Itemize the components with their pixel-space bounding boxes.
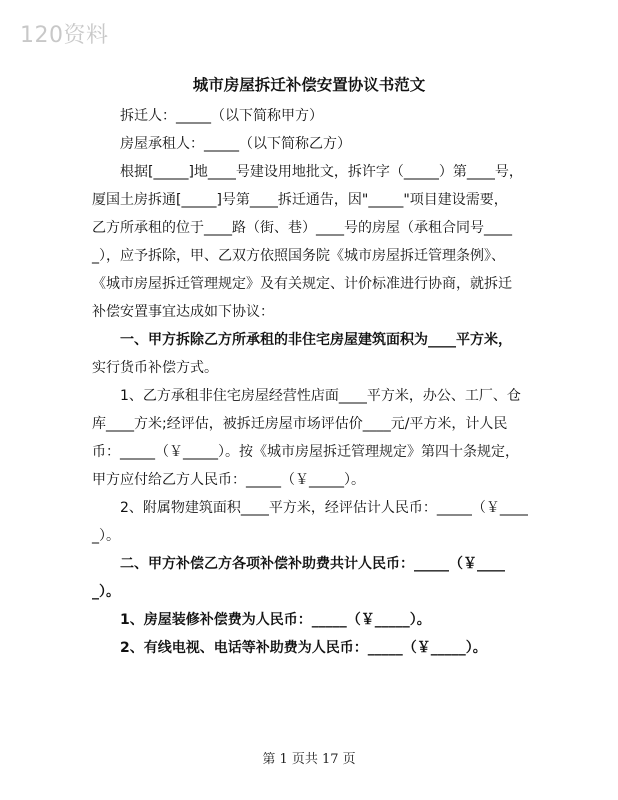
paragraph-line: 库____方米;经评估，被拆迁房屋市场评估价____元/平方米，计人民 [92, 416, 508, 432]
clause-line: 2、有线电视、电话等补助费为人民币：_____（￥_____）。 [120, 640, 487, 656]
section-heading: 一、甲方拆除乙方所承租的非住宅房屋建筑面积为____平方米， [120, 332, 512, 348]
section-heading: 二、甲方补偿乙方各项补偿补助费共计人民币：_____（￥____ [120, 556, 505, 572]
paragraph-line: 根据[_____]地____号建设用地批文，拆许字（_____）第____号， [120, 164, 523, 180]
paragraph-line: _），应予拆除，甲、乙双方依照国务院《城市房屋拆迁管理条例》、 [92, 248, 505, 264]
paragraph-line: 补偿安置事宜达成如下协议： [92, 304, 274, 320]
paragraph-line: 1、乙方承租非住宅房屋经营性店面____平方米，办公、工厂、仓 [120, 388, 521, 404]
paragraph-line: 拆迁人：_____（以下简称甲方） [120, 108, 323, 124]
paragraph-line: 房屋承租人：_____（以下简称乙方） [120, 136, 351, 152]
paragraph-line: 实行货币补偿方式。 [92, 360, 218, 376]
paragraph-line: 乙方所承租的位于____路（街、巷）____号的房屋（承租合同号____ [92, 220, 512, 236]
paragraph-line: 《城市房屋拆迁管理规定》及有关规定、计价标准进行协商，就拆迁 [92, 276, 512, 292]
page-footer: 第 1 页共 17 页 [262, 752, 356, 767]
section-heading: _）。 [92, 584, 120, 600]
document-title: 城市房屋拆迁补偿安置协议书范文 [192, 76, 426, 94]
paragraph-line: 币：_____（￥_____）。按《城市房屋拆迁管理规定》第四十条规定， [92, 444, 519, 460]
paragraph-line: 2、附属物建筑面积____平方米，经评估计人民币：_____（￥____ [120, 500, 528, 516]
watermark: 120资料 [20, 23, 109, 48]
clause-line: 1、房屋装修补偿费为人民币：_____（￥_____）。 [120, 612, 431, 628]
paragraph-line: _）。 [92, 528, 120, 544]
paragraph-line: 厦国土房拆通[_____]号第____拆迁通告，因"_____"项目建设需要， [92, 192, 508, 208]
paragraph-line: 甲方应付给乙方人民币：_____（￥_____）。 [92, 472, 365, 488]
